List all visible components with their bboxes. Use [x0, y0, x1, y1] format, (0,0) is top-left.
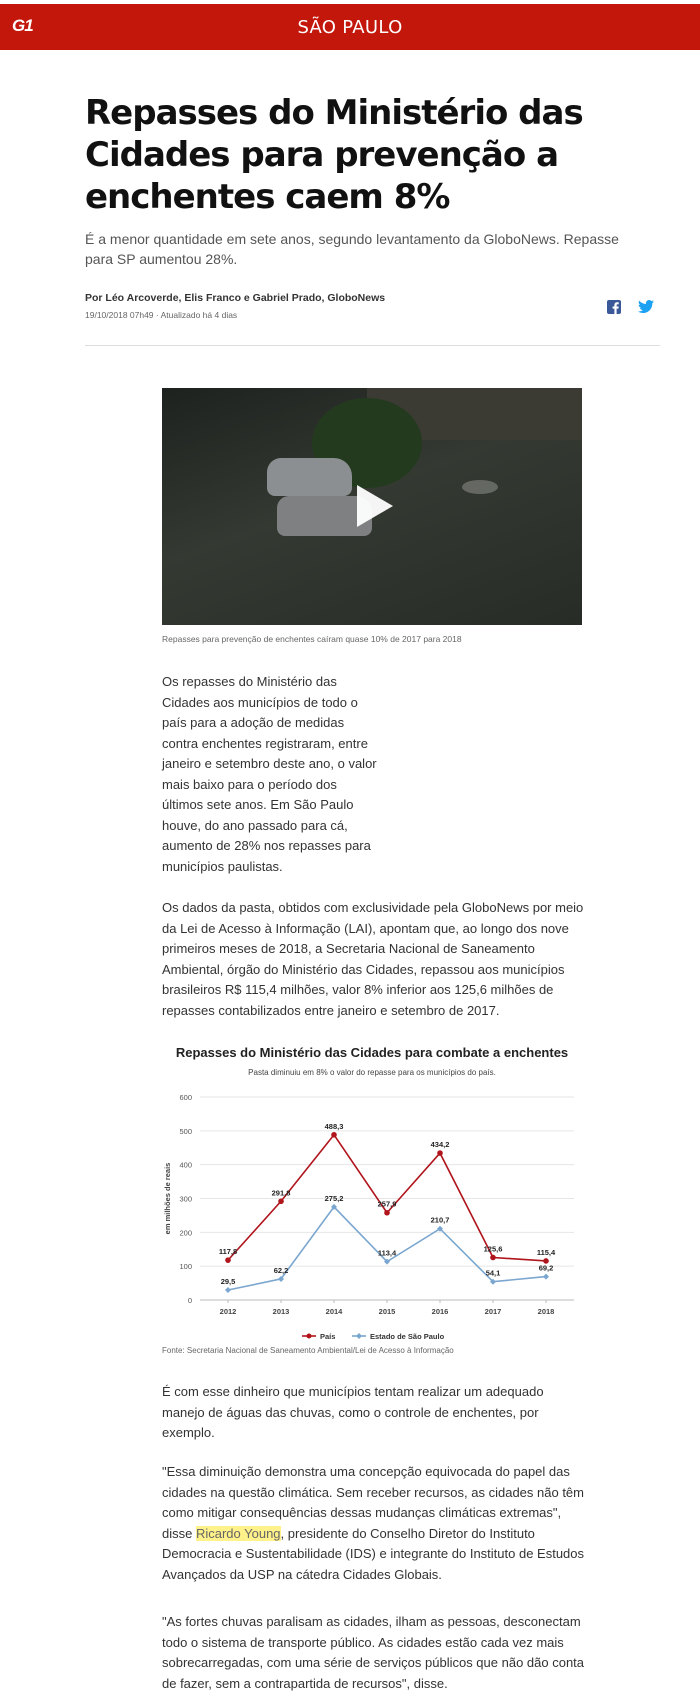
legend-label: Estado de São Paulo [370, 1332, 445, 1340]
x-tick-label: 2016 [431, 1307, 449, 1316]
data-point [278, 1198, 284, 1204]
legend-label: País [320, 1332, 336, 1340]
video-thumbnail-car [267, 458, 352, 496]
data-label: 29,5 [220, 1277, 236, 1287]
data-label: 488,3 [324, 1121, 344, 1131]
facebook-icon [607, 300, 621, 314]
chart-source: Fonte: Secretaria Nacional de Saneamento Ambiental/Lei de Acesso à Informação [162, 1346, 454, 1355]
chart-title: Repasses do Ministério das Cidades para combate a enchentes [175, 1045, 569, 1060]
y-tick-label: 600 [179, 1093, 192, 1102]
section-title[interactable]: SÃO PAULO [297, 16, 403, 38]
x-tick-label: 2015 [378, 1307, 396, 1316]
y-tick-label: 0 [187, 1296, 192, 1305]
data-point [437, 1150, 443, 1156]
article-headline: Repasses do Ministério das Cidades para prevenção a enchentes caem 8% [85, 93, 583, 217]
data-point [225, 1257, 231, 1263]
article-paragraph: Os repasses do Ministério das Cidades aos municípios de todo o país para a adoção de medidas contra enchentes registraram, entre janeiro e setembro deste ano, o valor mais baixo para o período dos últimos sete anos. Em São Paulo houve, do ano passado para cá, aumento de 28% nos repasses para municípios paulistas. [162, 674, 377, 874]
article-paragraph: Os dados da pasta, obtidos com exclusividade pela GloboNews por meio da Lei de Acesso à Informação (LAI), apontam que, ao longo dos nove primeiros meses de 2018, a Secretaria Nacional de Saneamento Ambiental, órgão do Ministério das Cidades, repassou aos municípios brasileiros R$ 115,4 milhões, valor 8% inferior aos 125,6 milhões de repasses contabilizados entre janeiro e setembro de 2017. [162, 900, 584, 1018]
quote-text: "Essa diminuição demonstra uma concepção equivocada do papel das cidades na questão climática. Sem receber recursos, as cidades não têm como mitigar consequências dessas mudanças climáticas extremas", disse [162, 1464, 584, 1541]
data-label: 257,9 [377, 1199, 397, 1209]
x-tick-label: 2014 [325, 1307, 343, 1316]
data-label: 210,7 [430, 1215, 450, 1225]
data-label: 125,6 [483, 1244, 503, 1254]
twitter-share-button[interactable] [638, 300, 654, 313]
chart-subtitle: Pasta diminuiu em 8% o valor do repasse para os municípios do país. [248, 1068, 496, 1077]
facebook-share-button[interactable] [607, 300, 621, 314]
x-tick-label: 2018 [537, 1307, 555, 1316]
play-icon[interactable] [357, 485, 393, 527]
data-point [331, 1132, 337, 1138]
legend-marker [307, 1334, 312, 1339]
x-tick-label: 2013 [272, 1307, 290, 1316]
twitter-icon [638, 300, 654, 313]
y-tick-label: 500 [179, 1126, 192, 1136]
video-thumbnail-water [462, 480, 498, 494]
quote-text: , presidente do Conselho Diretor do Instituto Democracia e Sustentabilidade (IDS) e integrante do Instituto de Estudos Avançados da USP na cátedra Cidades Globais. [162, 1525, 585, 1582]
article-paragraph [162, 1462, 587, 1585]
g1-logo[interactable]: G1 [12, 16, 33, 35]
y-tick-label: 200 [179, 1228, 192, 1238]
top-bar [0, 4, 700, 50]
series-line-pais [228, 1135, 546, 1261]
line-chart [162, 1085, 582, 1340]
y-tick-label: 100 [179, 1262, 192, 1272]
data-label: 434,2 [430, 1140, 450, 1150]
article-subtitle: É a menor quantidade em sete anos, segundo levantamento da GloboNews. Repasse para SP aumentou 28%. [85, 231, 619, 267]
data-point [490, 1255, 496, 1261]
x-tick-label: 2012 [219, 1307, 237, 1316]
article-paragraph: É com esse dinheiro que municípios tentam realizar um adequado manejo de águas das chuvas, como o controle de enchentes, por exemplo. [162, 1384, 544, 1440]
data-label: 113,4 [377, 1248, 397, 1258]
data-label: 275,2 [324, 1193, 344, 1203]
article-paragraph: "As fortes chuvas paralisam as cidades, ilham as pessoas, desconectam todo o sistema de transporte público. As cidades estão cada vez mais sobrecarregadas, com uma série de serviços públicos que não dão conta de fazer, sem a contrapartida de recursos", disse. [162, 1614, 585, 1691]
y-tick-label: 300 [179, 1194, 192, 1204]
video-player[interactable] [162, 388, 582, 625]
article-dateline: 19/10/2018 07h49 · Atualizado há 4 dias [85, 310, 238, 320]
data-label: 69,2 [538, 1263, 554, 1273]
y-axis-label: em milhões de reais [163, 1162, 172, 1235]
video-caption: Repasses para prevenção de enchentes caíram quase 10% de 2017 para 2018 [162, 634, 462, 644]
data-label: 54,1 [485, 1268, 501, 1278]
data-label: 62,2 [273, 1265, 289, 1275]
x-tick-label: 2017 [484, 1307, 502, 1316]
data-point [543, 1274, 549, 1280]
data-label: 291,8 [271, 1188, 291, 1198]
legend-marker [356, 1333, 362, 1339]
data-label: 115,4 [536, 1247, 556, 1257]
data-point [225, 1287, 231, 1293]
article-byline: Por Léo Arcoverde, Elis Franco e Gabriel Prado, GloboNews [85, 292, 386, 304]
ricardo-young-link[interactable]: Ricardo Young [195, 1525, 281, 1541]
y-tick-label: 400 [179, 1160, 192, 1170]
data-label: 117,8 [218, 1247, 238, 1257]
header-divider [85, 345, 660, 346]
data-point [384, 1210, 390, 1216]
